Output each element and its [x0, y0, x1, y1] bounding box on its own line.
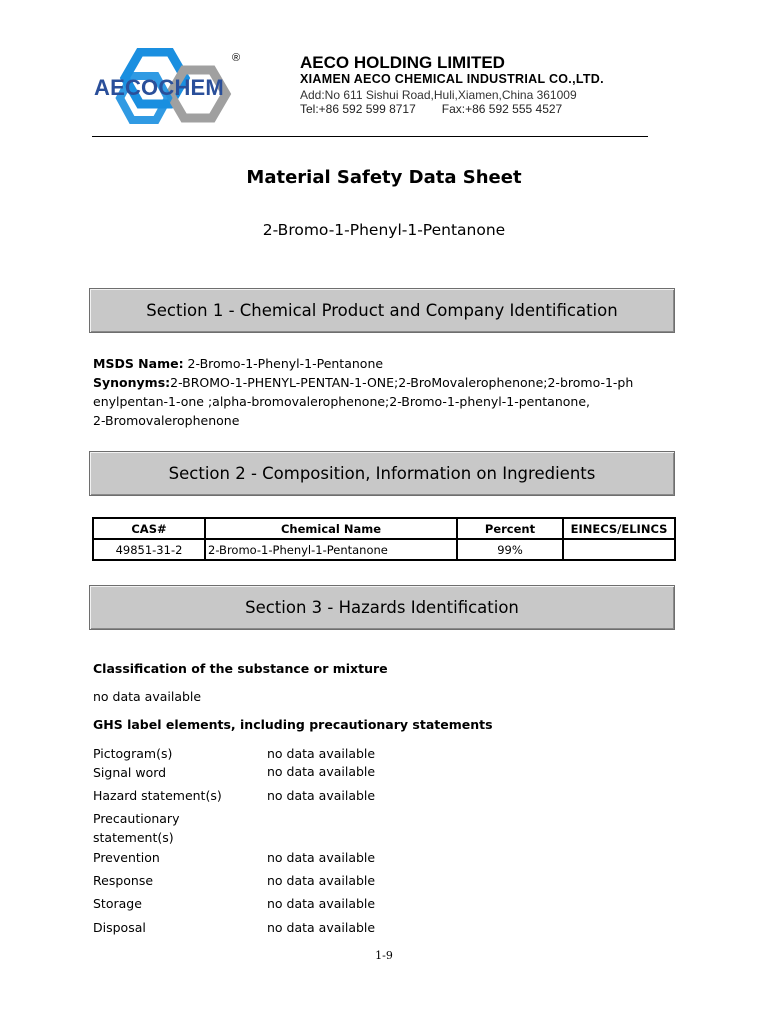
- synonyms-value-2: enylpentan-1-one ;alpha-bromovalerophenone;2-Bromo-1-phenyl-1-pentanone,: [93, 394, 590, 409]
- section-1-heading: Section 1 - Chemical Product and Company Identification: [89, 288, 675, 333]
- product-name: 2-Bromo-1-Phenyl-1-Pentanone: [262, 221, 506, 239]
- page-number: 1-9: [375, 949, 393, 962]
- hazard-label-statements: Hazard statement(s): [93, 788, 222, 803]
- synonyms-line: [93, 373, 693, 392]
- hazard-value-pictograms: no data available: [267, 746, 376, 761]
- table-row: [93, 539, 675, 560]
- classification-value: no data available: [93, 689, 202, 704]
- hazard-label-response: Response: [93, 873, 154, 888]
- msds-name-label: MSDS Name:: [93, 356, 184, 371]
- hazard-label-disposal: Disposal: [93, 920, 146, 935]
- column-header: EINECS/ELINCS: [563, 518, 675, 539]
- section-3-heading: Section 3 - Hazards Identification: [89, 585, 675, 630]
- company-fax: Fax:+86 592 555 4527: [441, 102, 563, 116]
- classification-heading: Classification of the substance or mixture: [93, 661, 388, 676]
- chemical-name-cell: 2-Bromo-1-Phenyl-1-Pentanone: [205, 539, 457, 560]
- hazard-label-storage: Storage: [93, 896, 142, 911]
- section-2-heading: Section 2 - Composition, Information on Ingredients: [89, 451, 675, 496]
- column-header: Percent: [457, 518, 563, 539]
- msds-name-line: [93, 354, 693, 373]
- company-address: Add:No 611 Sishui Road,Huli,Xiamen,China 361009: [300, 88, 577, 102]
- company-subtitle: XIAMEN AECO CHEMICAL INDUSTRIAL CO.,LTD.: [300, 72, 604, 86]
- hazard-label-signal-word: Signal word: [93, 765, 167, 780]
- synonyms-value-3: 2-Bromovalerophenone: [93, 413, 240, 428]
- section-1-content: [93, 354, 693, 430]
- hazard-label-pictograms: Pictogram(s): [93, 746, 173, 761]
- einecs-cell: [563, 539, 675, 560]
- hazard-value-signal-word: no data available: [267, 764, 376, 779]
- company-contact: [300, 102, 562, 116]
- hazard-value-prevention: no data available: [267, 850, 376, 865]
- logo-wordmark: AECOCHEM: [94, 75, 224, 100]
- hazard-label-prevention: Prevention: [93, 850, 160, 865]
- synonyms-value-1: 2-BROMO-1-PHENYL-PENTAN-1-ONE;2-BroMovalerophenone;2-bromo-1-ph: [170, 375, 634, 390]
- table-header-row: [93, 518, 675, 539]
- registered-mark: ®: [232, 52, 241, 64]
- company-name: AECO HOLDING LIMITED: [300, 53, 505, 72]
- msds-name-value: 2-Bromo-1-Phenyl-1-Pentanone: [183, 356, 384, 371]
- company-logo: [92, 48, 252, 128]
- hazard-label-precautionary-2: statement(s): [93, 830, 174, 845]
- hazard-value-statements: no data available: [267, 788, 376, 803]
- composition-table: [92, 517, 676, 561]
- ghs-heading: GHS label elements, including precautionary statements: [93, 717, 493, 732]
- percent-cell: 99%: [457, 539, 563, 560]
- hazard-value-response: no data available: [267, 873, 376, 888]
- document-title: Material Safety Data Sheet: [246, 167, 522, 188]
- hazard-label-precautionary: Precautionary: [93, 811, 180, 826]
- synonyms-label: Synonyms:: [93, 375, 171, 390]
- hazard-value-storage: no data available: [267, 896, 376, 911]
- column-header: Chemical Name: [205, 518, 457, 539]
- header-divider: [92, 136, 648, 137]
- hazard-value-disposal: no data available: [267, 920, 376, 935]
- cas-cell: 49851-31-2: [93, 539, 205, 560]
- column-header: CAS#: [93, 518, 205, 539]
- company-tel: Tel:+86 592 599 8717: [300, 102, 416, 116]
